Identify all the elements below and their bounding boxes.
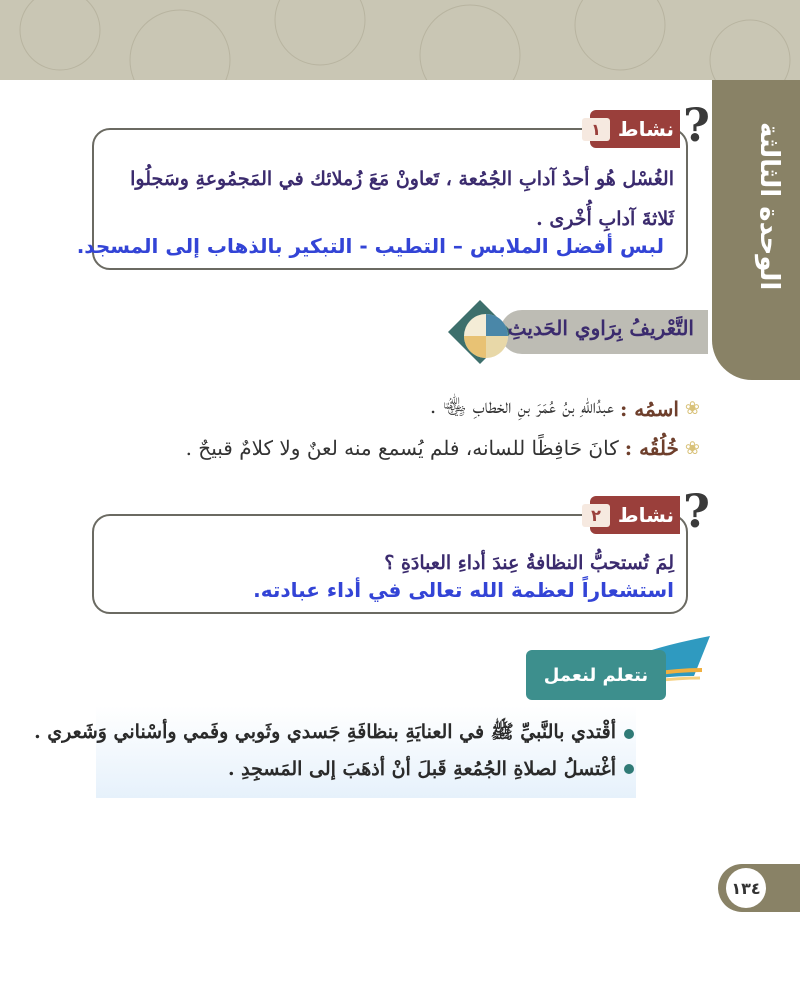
activity-1-question-line1: الغُسْل هُو أحدُ آدابِ الجُمُعة ، تَعاونْ مَعَ زُملائك في المَجمُوعةِ وسَجلُوا <box>130 168 674 190</box>
learn-bullet-1-text: أقْتدي بالنَّبيِّ ﷺ في العنايَةِ بنظافَةِ جَسدي وثَوبي وفَمي وأسْناني وَشَعري . <box>34 721 616 743</box>
narrator-trait-value: كانَ حَافِظًا للسانه، فلم يُسمع منه لعنٌ ولا كلامٌ قبيحٌ . <box>185 436 619 460</box>
question-mark-icon: ? <box>683 484 710 538</box>
narrator-name-key: اسمُه : <box>619 396 679 421</box>
pattern-graphic <box>0 0 800 80</box>
learn-bullet-2-text: أغْتسلُ لصلاةِ الجُمُعةِ قَبلَ أنْ أذهَبَ إلى المَسجِدِ . <box>227 758 616 780</box>
bullet-dot-icon <box>624 729 634 739</box>
activity-2-word: نشاط <box>617 503 674 527</box>
flower-icon: ❀ <box>684 437 700 459</box>
narrator-name-value: عبدُاللهِ بنُ عُمَرَ بنِ الخطابِ ﵄ . <box>429 394 614 418</box>
unit-label: الوحدة الثالثة <box>754 121 784 291</box>
narrator-title: التَّعْريفُ بِرَاوي الحَديثِ <box>507 316 694 340</box>
top-decorative-band <box>0 0 800 80</box>
narrator-trait-key: خُلُقُه : <box>624 436 679 460</box>
page-number-badge <box>718 864 800 912</box>
bullet-dot-icon <box>624 764 634 774</box>
flower-icon: ❀ <box>684 398 700 419</box>
activity-2-question: لِمَ تُستحبُّ النظافةُ عِندَ أداءِ العبادَةِ ؟ <box>384 552 674 574</box>
unit-side-tab <box>712 80 800 380</box>
learn-bullet-1 <box>34 720 634 748</box>
activity-1-word: نشاط <box>617 117 674 141</box>
activity-2-badge <box>590 484 710 538</box>
learn-title: نتعلم لنعمل <box>526 650 666 700</box>
page-number: ١٣٤ <box>726 868 766 908</box>
narrator-banner <box>440 296 708 368</box>
activity-2-number: ٢ <box>582 504 610 527</box>
question-mark-icon: ? <box>683 98 710 152</box>
narrator-trait-line <box>186 436 700 460</box>
activity-1-number: ١ <box>582 118 610 141</box>
activity-1-question-line2: ثَلاثةَ آدابِ أُخْرى . <box>536 208 674 230</box>
activity-2-answer: استشعاراً لعظمة الله تعالى في أداء عبادته. <box>253 578 674 602</box>
narrator-name-line <box>430 394 700 423</box>
activity-1-badge <box>590 98 710 152</box>
learn-bullet-2 <box>228 758 634 780</box>
activity-1-answer: لبس أفضل الملابس – التطيب - التبكير بالذهاب إلى المسجد. <box>76 234 664 258</box>
